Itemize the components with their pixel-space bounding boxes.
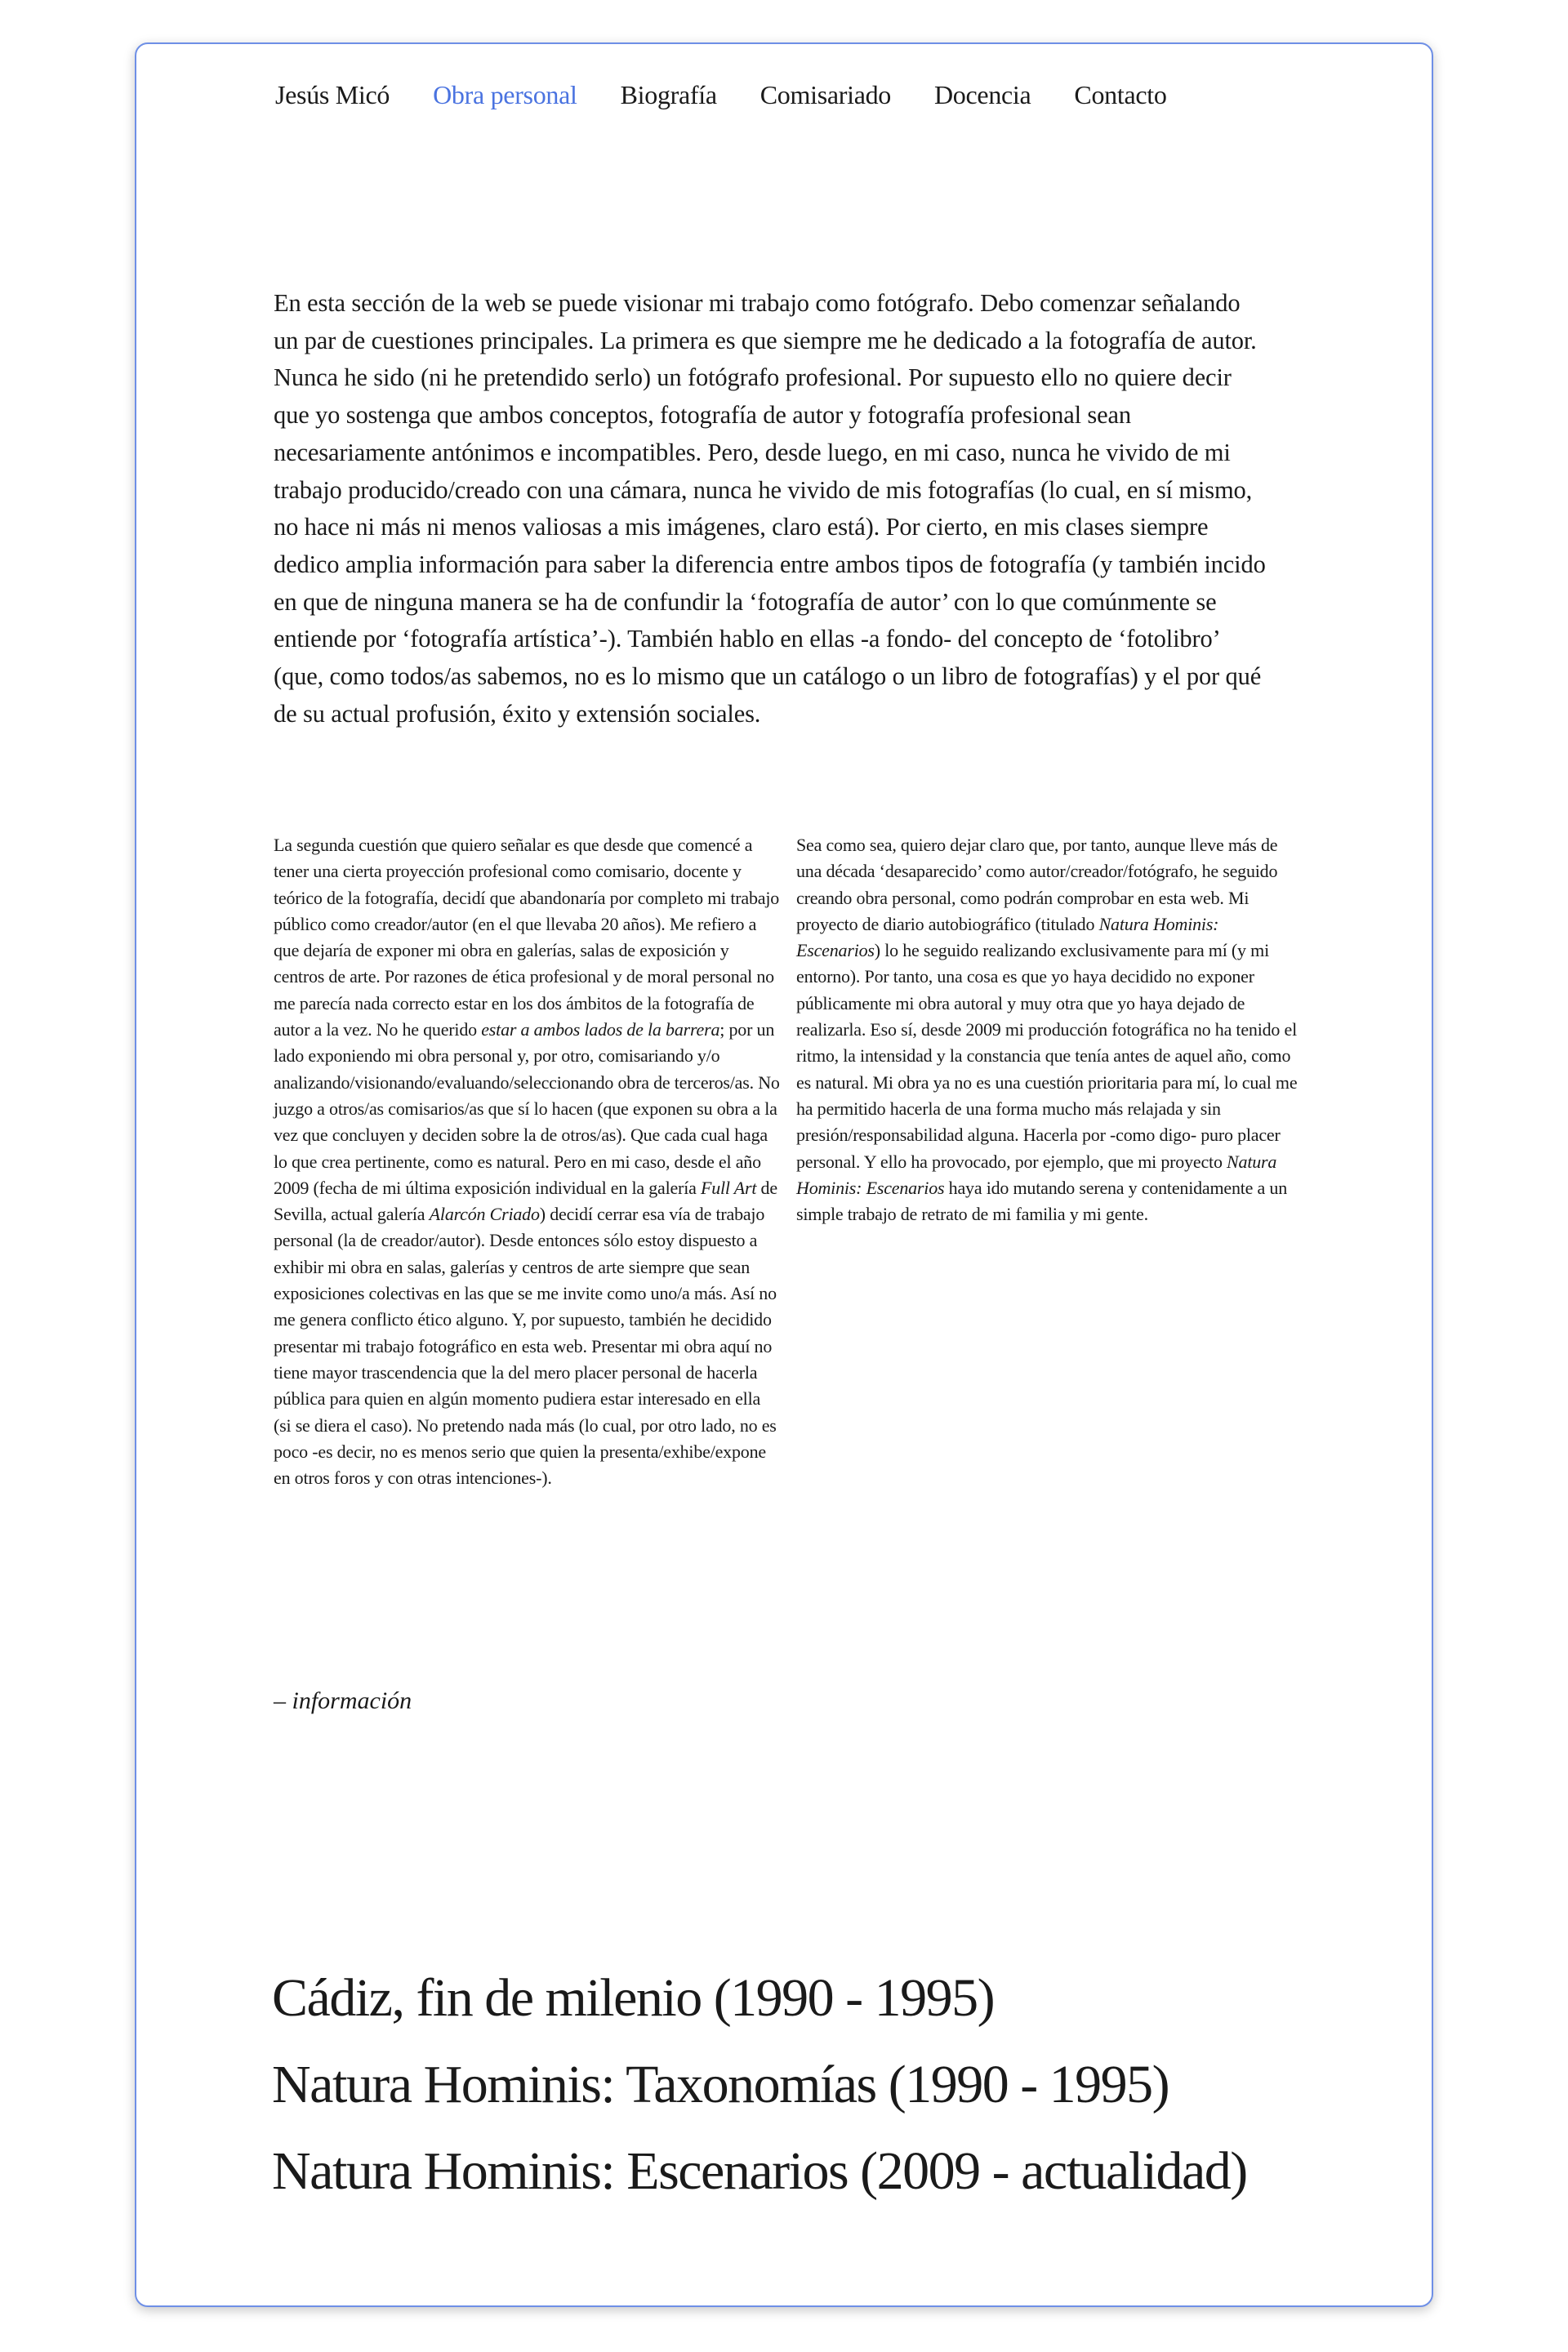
left-text-column	[274, 832, 780, 1491]
left-text-3: de Sevilla, actual galería	[274, 1177, 777, 1225]
nav-item-biografia[interactable]: Biografía	[620, 80, 717, 109]
nav-item-docencia[interactable]: Docencia	[934, 80, 1031, 109]
left-text-1: La segunda cuestión que quiero señalar es que desde que comencé a tener una cierta proyección profesional como comisario, docente y teórico de la fotografía, decidí que abandonaría por completo mi trabajo público como creador/autor (en el que llevaba 20 años). Me refiero a que dejaría de exponer mi obra en galerías, salas de exposición y centros de arte. Por razones de ética profesional y de moral personal no me parecía nada correcto estar en los dos ámbitos de la fotografía de autor a la vez. No he querido	[274, 835, 780, 1040]
right-text-3: haya ido mutando serena y contenidamente a un simple trabajo de retrato de mi familia y mi gente.	[796, 1177, 1288, 1225]
series-list	[272, 1955, 1247, 2215]
right-text-2: ) lo he seguido realizando exclusivamente para mí (y mi entorno). Por tanto, una cosa es que yo haya decidido no exponer públicamente mi obra autoral y muy otra que yo haya dejado de realizarla. Eso sí, desde 2009 mi producción fotográfica no ha tenido el ritmo, la intensidad y la constancia que tenía antes de aquel año, como es natural. Mi obra ya no es una cuestión prioritaria para mí, lo cual me ha permitido hacerla de una forma mucho más relajada y sin presión/responsabilidad alguna. Hacerla por -como digo- puro placer personal. Y ello ha provocado, por ejemplo, que mi proyecto	[796, 940, 1298, 1172]
left-text-4: ) decidí cerrar esa vía de trabajo personal (la de creador/autor). Desde entonces sólo estoy dispuesto a exhibir mi obra en salas, galerías y centros de arte siempre que sean exposiciones colectivas en las que se me invite como uno/a más. Así no me genera conflicto ético alguno. Y, por supuesto, también he decidido presentar mi trabajo fotográfico en esta web. Presentar mi obra aquí no tiene mayor trascendencia que la del mero placer personal de hacerla pública para quien en algún momento pudiera estar interesado en ella (si se diera el caso). No pretendo nada más (lo cual, por otro lado, no es poco -es decir, no es menos serio que quien la presenta/exhibe/expone en otros foros y con otras intenciones-).	[274, 1204, 777, 1489]
right-italic-project-1: Natura Hominis: Escenarios	[796, 913, 1219, 961]
nav-brand-link[interactable]: Jesús Micó	[275, 80, 390, 109]
series-link-escenarios[interactable]: Natura Hominis: Escenarios (2009 - actualidad)	[272, 2141, 1247, 2201]
nav-item-obra-personal[interactable]: Obra personal	[433, 80, 577, 109]
nav-item-contacto[interactable]: Contacto	[1074, 80, 1167, 109]
left-text-2: ; por un lado exponiendo mi obra personal y, por otro, comisariando y/o analizando/visionando/evaluando/seleccionando obra de terceros/as. No juzgo a otros/as comisarios/as que sí lo hacen (que exponen su obra a la vez que concluyen y deciden sobre la de otros/as). Que cada cual haga lo que crea pertinente, como es natural. Pero en mi caso, desde el año 2009 (fecha de mi última exposición individual en la galería	[274, 1019, 780, 1198]
series-link-cadiz[interactable]: Cádiz, fin de milenio (1990 - 1995)	[272, 1968, 995, 2028]
page-frame	[135, 42, 1433, 2307]
series-link-taxonomias[interactable]: Natura Hominis: Taxonomías (1990 - 1995)	[272, 2055, 1169, 2114]
right-text-column	[796, 832, 1307, 1227]
nav-item-comisariado[interactable]: Comisariado	[760, 80, 891, 109]
right-paragraph	[796, 832, 1307, 1227]
right-text-1: Sea como sea, quiero dejar claro que, por tanto, aunque lleve más de una década ‘desaparecido’ como autor/creador/fotógrafo, he seguido creando obra personal, como podrán comprobar en esta web. Mi proyecto de diario autobiográfico (titulado	[796, 835, 1278, 934]
main-nav	[275, 80, 1210, 110]
left-italic-1: estar a ambos lados de la barrera	[481, 1019, 720, 1040]
intro-paragraph: En esta sección de la web se puede visionar mi trabajo como fotógrafo. Debo comenzar señalando un par de cuestiones principales. La primera es que siempre me he dedicado a la fotografía de autor. Nunca he sido (ni he pretendido serlo) un fotógrafo profesional. Por supuesto ello no quiere decir que yo sostenga que ambos conceptos, fotografía de autor y fotografía profesional sean necesariamente antónimos e incompatibles. Pero, desde luego, en mi caso, nunca he vivido de mi trabajo producido/creado con una cámara, nunca he vivido de mis fotografías (lo cual, en sí mismo, no hace ni más ni menos valiosas a mis imágenes, claro está). Por cierto, en mis clases siempre dedico amplia información para saber la diferencia entre ambos tipos de fotografía (y también incido en que de ninguna manera se ha de confundir la ‘fotografía de autor’ con lo que comúnmente se entiende por ‘fotografía artística’-). También hablo en ellas -a fondo- del concepto de ‘fotolibro’ (que, como todos/as sabemos, no es lo mismo que un catálogo o un libro de fotografías) y el por qué de su actual profusión, éxito y extensión sociales.	[274, 289, 1266, 728]
left-italic-gallery-alarcon: Alarcón Criado	[429, 1204, 540, 1225]
left-italic-gallery-full-art: Full Art	[700, 1177, 757, 1198]
informacion-link[interactable]: – información	[274, 1687, 412, 1714]
left-paragraph	[274, 832, 780, 1491]
right-italic-project-2: Natura Hominis: Escenarios	[796, 1151, 1277, 1198]
